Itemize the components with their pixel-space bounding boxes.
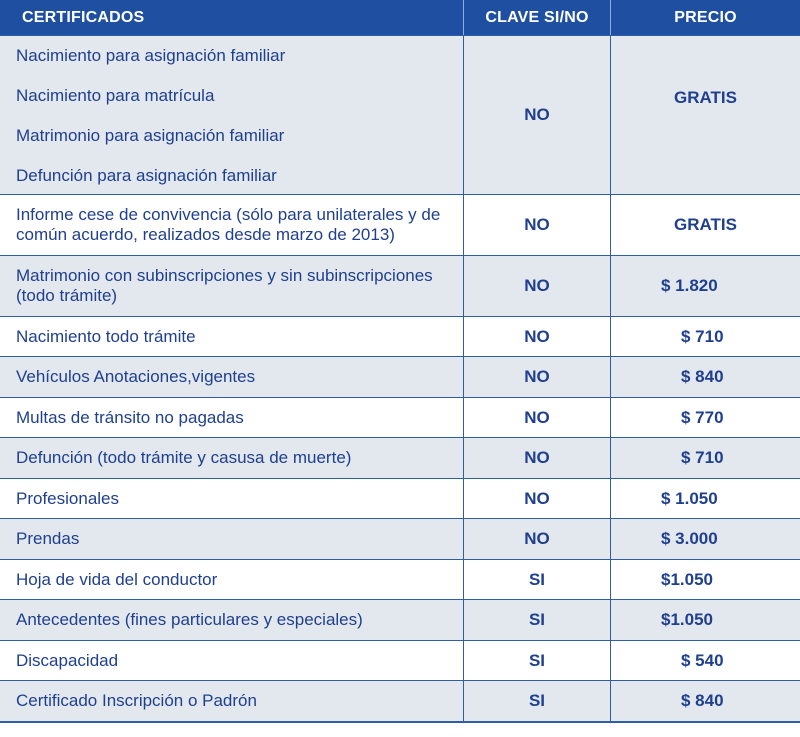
precio-cell: $ 770	[610, 398, 800, 437]
table-row-grouped-free	[0, 35, 800, 194]
certificado-item: Nacimiento para asignación familiar	[16, 46, 286, 65]
precio-cell: $1.050	[610, 560, 800, 599]
table-row	[0, 478, 800, 518]
precio-cell: GRATIS	[610, 36, 800, 194]
precio-cell: $ 540	[610, 641, 800, 680]
certificado-cell: Defunción (todo trámite y casusa de muerte)	[16, 448, 352, 467]
table-header-row	[0, 0, 800, 35]
certificado-item: Matrimonio para asignación familiar	[16, 126, 285, 145]
certificado-cell: Informe cese de convivencia (sólo para unilaterales y de común acuerdo, realizados desde marzo de 2013)	[16, 205, 441, 244]
clave-cell: NO	[463, 519, 610, 559]
clave-cell: NO	[463, 479, 610, 518]
clave-cell: NO	[463, 357, 610, 397]
certificado-cell: Matrimonio con subinscripciones y sin subinscripciones (todo trámite)	[16, 266, 433, 305]
clave-cell: SI	[463, 600, 610, 640]
certificado-item: Defunción para asignación familiar	[16, 166, 277, 185]
precio-cell: $ 710	[610, 438, 800, 478]
header-precio: PRECIO	[610, 0, 800, 35]
certificado-cell: Certificado Inscripción o Padrón	[16, 691, 257, 710]
header-certificados: CERTIFICADOS	[22, 8, 145, 26]
precio-cell: $ 1.050	[610, 479, 800, 518]
table-row	[0, 640, 800, 680]
clave-cell: NO	[463, 438, 610, 478]
certificado-cell: Prendas	[16, 529, 80, 548]
clave-cell: SI	[463, 641, 610, 680]
certificado-cell: Multas de tránsito no pagadas	[16, 407, 244, 427]
table-row	[0, 559, 800, 599]
precio-cell: GRATIS	[610, 195, 800, 255]
precio-cell: $ 1.820	[610, 256, 800, 316]
certificado-item: Nacimiento para matrícula	[16, 86, 215, 105]
clave-cell: NO	[463, 36, 610, 194]
certificado-cell: Vehículos Anotaciones,vigentes	[16, 367, 256, 386]
certificado-cell: Discapacidad	[16, 650, 119, 670]
certificado-cell: Nacimiento todo trámite	[16, 326, 196, 346]
table-row	[0, 194, 800, 255]
clave-cell: SI	[463, 681, 610, 721]
clave-cell: NO	[463, 398, 610, 437]
table-row	[0, 680, 800, 721]
table-row	[0, 599, 800, 640]
table-row	[0, 356, 800, 397]
certificado-cell: Profesionales	[16, 488, 120, 508]
precio-cell: $ 3.000	[610, 519, 800, 559]
precio-cell: $ 840	[610, 681, 800, 721]
table-row	[0, 397, 800, 437]
precio-cell: $ 710	[610, 317, 800, 356]
certificado-cell-group	[0, 36, 463, 194]
table-row	[0, 316, 800, 356]
certificado-cell: Antecedentes (fines particulares y especiales)	[16, 610, 363, 629]
header-clave: CLAVE SI/NO	[463, 0, 610, 35]
clave-cell: NO	[463, 256, 610, 316]
clave-cell: NO	[463, 195, 610, 255]
table-row	[0, 518, 800, 559]
precio-cell: $1.050	[610, 600, 800, 640]
certificado-cell: Hoja de vida del conductor	[16, 569, 218, 589]
table-row	[0, 437, 800, 478]
clave-cell: NO	[463, 317, 610, 356]
table-row	[0, 255, 800, 316]
clave-cell: SI	[463, 560, 610, 599]
precio-cell: $ 840	[610, 357, 800, 397]
